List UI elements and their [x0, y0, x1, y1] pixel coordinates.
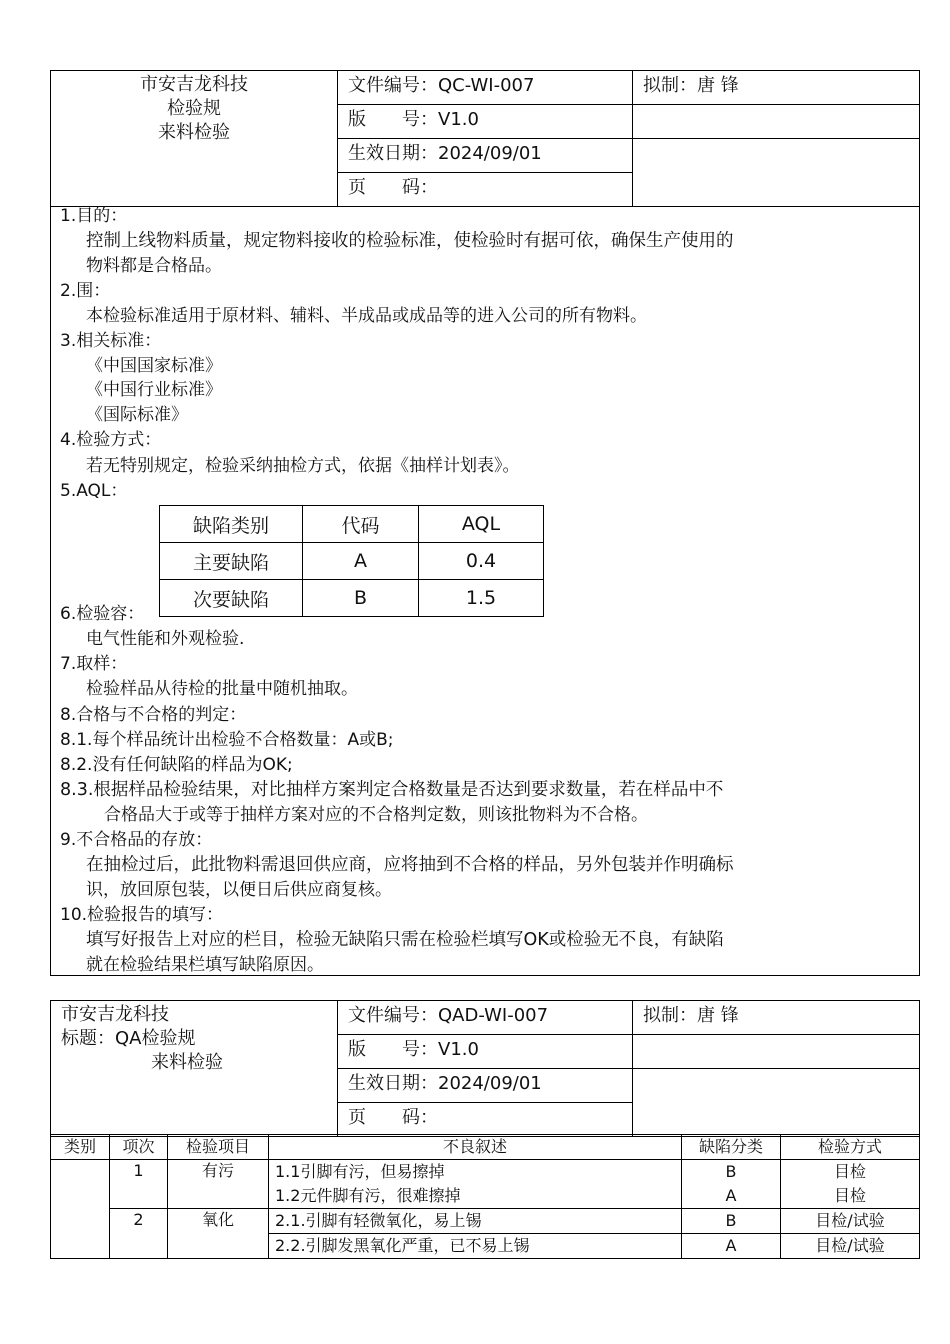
document-header-2	[50, 1000, 920, 1137]
aql-table	[159, 505, 544, 617]
section-9-line2: 识，放回原包装，以便日后供应商复核。	[86, 880, 392, 900]
section-6-title: 6.检验容：	[60, 604, 145, 624]
table-row	[51, 1160, 920, 1185]
page-number-2: 页 码：	[338, 1103, 633, 1137]
document-header-1	[50, 70, 920, 207]
method-cell: 目检	[781, 1160, 920, 1185]
defect-class-cell: A	[682, 1234, 781, 1259]
section-8-1: 8.1.每个样品统计出检验不合格数量：A或B;	[60, 730, 394, 750]
aql-cell-category: 主要缺陷	[160, 543, 303, 580]
section-8-3a: 8.3.根据样品检验结果，对比抽样方案判定合格数量是否达到要求数量，若在样品中不	[60, 780, 724, 800]
category-cell	[51, 1160, 110, 1259]
col-header-defect-class: 缺陷分类	[682, 1135, 781, 1160]
aql-cell-value: 1.5	[419, 580, 544, 617]
inspection-header-row	[51, 1135, 920, 1160]
aql-cell-category: 次要缺陷	[160, 580, 303, 617]
section-1-line1: 控制上线物料质量，规定物料接收的检验标准，使检验时有据可依，确保生产使用的	[86, 231, 734, 251]
col-header-item-no: 项次	[110, 1135, 168, 1160]
section-6-line1: 电气性能和外观检验.	[86, 629, 245, 649]
aql-cell-code: A	[303, 543, 419, 580]
section-3-title: 3.相关标准：	[60, 331, 162, 351]
header2-title-cell	[51, 1001, 338, 1137]
company-name-2: 市安吉龙科技	[61, 1004, 169, 1025]
col-header-inspection-item: 检验项目	[168, 1135, 269, 1160]
doc-title-line2: 来料检验	[158, 122, 230, 143]
version-2: 版 号：V1.0	[338, 1035, 633, 1069]
item-no-cell: 1	[110, 1160, 168, 1209]
inspection-item-cell: 氧化	[168, 1209, 269, 1259]
section-8-title: 8.合格与不合格的判定：	[60, 705, 247, 725]
table-row	[51, 1209, 920, 1234]
aql-cell-value: 0.4	[419, 543, 544, 580]
author: 拟制：唐 锋	[633, 71, 920, 105]
col-header-method: 检验方式	[781, 1135, 920, 1160]
section-7-line1: 检验样品从待检的批量中随机抽取。	[86, 679, 358, 699]
company-name: 市安吉龙科技	[140, 74, 248, 95]
header-title-cell	[51, 71, 338, 207]
inspection-item-cell: 有污	[168, 1160, 269, 1209]
section-10-title: 10.检验报告的填写：	[60, 905, 224, 925]
col-header-category: 类别	[51, 1135, 110, 1160]
section-2-line1: 本检验标准适用于原材料、辅料、半成品或成品等的进入公司的所有物料。	[86, 306, 647, 326]
section-8-3b: 合格品大于或等于抽样方案对应的不合格判定数，则该批物料为不合格。	[104, 805, 648, 825]
defect-class-cell: B	[682, 1209, 781, 1234]
doc-title-2-line1: 标题：QA检验规	[61, 1028, 196, 1049]
defect-class-cell: A	[682, 1184, 781, 1209]
aql-header-code: 代码	[303, 506, 419, 543]
page-number: 页 码：	[338, 173, 633, 207]
defect-desc-cell: 2.1.引脚有轻微氧化，易上锡	[269, 1209, 682, 1234]
method-cell: 目检	[781, 1184, 920, 1209]
defect-desc-cell: 1.2元件脚有污，很难擦掉	[269, 1184, 682, 1209]
aql-header-aql: AQL	[419, 506, 544, 543]
section-3-line2: 《中国行业标准》	[86, 380, 222, 400]
doc-title-line1: 检验规	[167, 98, 221, 119]
section-9-line1: 在抽检过后，此批物料需退回供应商，应将抽到不合格的样品，另外包装并作明确标	[86, 855, 734, 875]
aql-row	[160, 543, 544, 580]
section-9-title: 9.不合格品的存放：	[60, 830, 213, 850]
author-2: 拟制：唐 锋	[633, 1001, 920, 1035]
section-5-title: 5.AQL：	[60, 481, 128, 501]
section-2-title: 2.围：	[60, 281, 111, 301]
aql-header-row	[160, 506, 544, 543]
section-10-line2: 就在检验结果栏填写缺陷原因。	[86, 955, 324, 975]
defect-desc-cell: 1.1引脚有污，但易擦掉	[269, 1160, 682, 1185]
section-8-2: 8.2.没有任何缺陷的样品为OK;	[60, 755, 293, 775]
method-cell: 目检/试验	[781, 1209, 920, 1234]
aql-row	[160, 580, 544, 617]
doc-number-2: 文件编号：QAD-WI-007	[338, 1001, 633, 1035]
effective-date: 生效日期：2024/09/01	[338, 139, 633, 173]
section-10-line1: 填写好报告上对应的栏目，检验无缺陷只需在检验栏填写OK或检验无不良，有缺陷	[86, 930, 724, 950]
section-3-line1: 《中国国家标准》	[86, 356, 222, 376]
aql-header-category: 缺陷类别	[160, 506, 303, 543]
section-4-title: 4.检验方式：	[60, 430, 162, 450]
method-cell: 目检/试验	[781, 1234, 920, 1259]
aql-cell-code: B	[303, 580, 419, 617]
doc-number: 文件编号：QC-WI-007	[338, 71, 633, 105]
section-1-line2: 物料都是合格品。	[86, 256, 222, 276]
section-3-line3: 《国际标准》	[86, 405, 188, 425]
inspection-table	[50, 1134, 920, 1259]
section-7-title: 7.取样：	[60, 654, 128, 674]
item-no-cell: 2	[110, 1209, 168, 1259]
version: 版 号：V1.0	[338, 105, 633, 139]
col-header-defect-desc: 不良叙述	[269, 1135, 682, 1160]
effective-date-2: 生效日期：2024/09/01	[338, 1069, 633, 1103]
section-4-line1: 若无特别规定，检验采纳抽检方式，依据《抽样计划表》。	[86, 456, 520, 476]
defect-desc-cell: 2.2.引脚发黑氧化严重，已不易上锡	[269, 1234, 682, 1259]
defect-class-cell: B	[682, 1160, 781, 1185]
section-1-title: 1.目的：	[60, 206, 128, 226]
doc-title-2-line2: 来料检验	[151, 1052, 223, 1073]
